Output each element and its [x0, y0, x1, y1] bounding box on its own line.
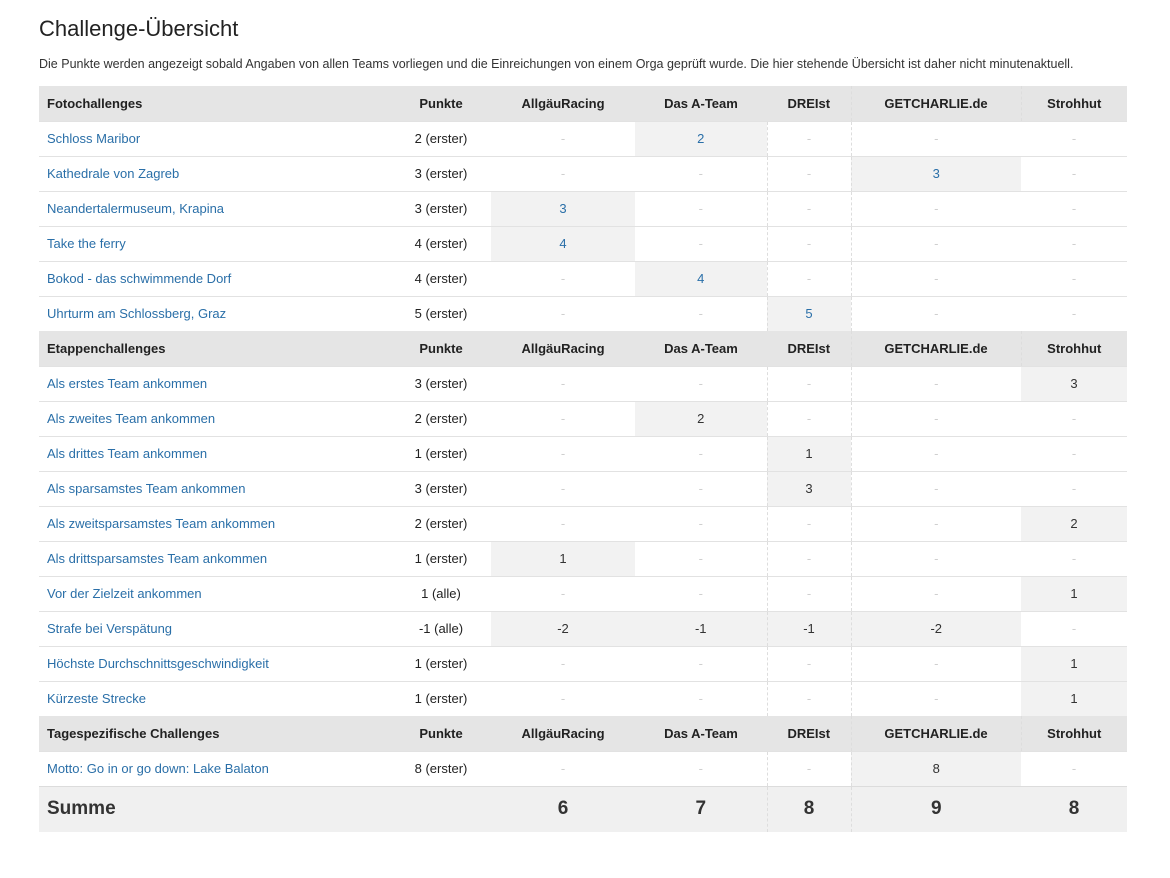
score-cell-getcharlie: - — [851, 506, 1021, 541]
score-cell-getcharlie: - — [851, 681, 1021, 716]
score-cell-dreist: - — [767, 226, 851, 261]
score-cell-strohhut: - — [1021, 541, 1127, 576]
challenge-link[interactable]: Neandertalermuseum, Krapina — [39, 191, 391, 226]
score-cell-strohhut: 2 — [1021, 506, 1127, 541]
table-row — [39, 541, 1127, 576]
score-cell-getcharlie: - — [851, 226, 1021, 261]
score-cell-allgaeuracing: - — [491, 121, 635, 156]
score-cell-strohhut: - — [1021, 401, 1127, 436]
score-cell-das-a-team: - — [635, 156, 767, 191]
score-cell-getcharlie: - — [851, 296, 1021, 331]
points-cell: -1 (alle) — [391, 611, 491, 646]
score-cell-strohhut: 1 — [1021, 576, 1127, 611]
column-header-allgaeuracing: AllgäuRacing — [491, 716, 635, 751]
table-row — [39, 751, 1127, 786]
table-row — [39, 401, 1127, 436]
score-cell-allgaeuracing: - — [491, 506, 635, 541]
score-cell-dreist: - — [767, 121, 851, 156]
table-row — [39, 506, 1127, 541]
score-cell-allgaeuracing: 1 — [491, 541, 635, 576]
score-cell-getcharlie[interactable]: 3 — [851, 156, 1021, 191]
table-row — [39, 576, 1127, 611]
column-header-dreist: DREIst — [767, 331, 851, 366]
sum-label: Summe — [39, 786, 391, 832]
score-cell-strohhut: - — [1021, 121, 1127, 156]
score-cell-strohhut: 1 — [1021, 646, 1127, 681]
table-row — [39, 471, 1127, 506]
points-cell: 8 (erster) — [391, 751, 491, 786]
score-cell-getcharlie: - — [851, 121, 1021, 156]
score-cell-das-a-team: - — [635, 471, 767, 506]
points-cell: 3 (erster) — [391, 191, 491, 226]
intro-text: Die Punkte werden angezeigt sobald Angaben von allen Teams vorliegen und die Einreichungen von einem Orga geprüft wurde. Die hier stehende Übersicht ist daher nicht minutenaktuell. — [39, 57, 1074, 71]
score-cell-allgaeuracing: - — [491, 156, 635, 191]
score-cell-das-a-team: -1 — [635, 611, 767, 646]
table-row — [39, 646, 1127, 681]
score-cell-getcharlie: - — [851, 471, 1021, 506]
score-cell-getcharlie: - — [851, 576, 1021, 611]
sum-strohhut: 8 — [1021, 786, 1127, 832]
sum-dreist: 8 — [767, 786, 851, 832]
column-header-getcharlie: GETCHARLIE.de — [851, 331, 1021, 366]
page-content — [39, 14, 1127, 832]
score-cell-allgaeuracing[interactable]: 3 — [491, 191, 635, 226]
score-cell-das-a-team: - — [635, 506, 767, 541]
column-header-allgaeuracing: AllgäuRacing — [491, 86, 635, 121]
score-cell-allgaeuracing: - — [491, 401, 635, 436]
score-cell-das-a-team: - — [635, 296, 767, 331]
score-cell-allgaeuracing: - — [491, 471, 635, 506]
column-header-strohhut: Strohhut — [1021, 716, 1127, 751]
score-cell-getcharlie: - — [851, 646, 1021, 681]
score-cell-dreist: - — [767, 156, 851, 191]
score-cell-strohhut: - — [1021, 471, 1127, 506]
challenge-link[interactable]: Strafe bei Verspätung — [39, 611, 391, 646]
score-cell-getcharlie: - — [851, 541, 1021, 576]
column-header-das-a-team: Das A-Team — [635, 331, 767, 366]
sum-row — [39, 786, 1127, 832]
challenge-link[interactable]: Motto: Go in or go down: Lake Balaton — [39, 751, 391, 786]
score-cell-getcharlie: - — [851, 191, 1021, 226]
score-cell-strohhut: - — [1021, 226, 1127, 261]
score-cell-dreist: - — [767, 751, 851, 786]
points-cell: 1 (alle) — [391, 576, 491, 611]
page-title: Challenge-Übersicht — [39, 16, 239, 41]
score-cell-allgaeuracing: -2 — [491, 611, 635, 646]
score-cell-dreist: - — [767, 681, 851, 716]
score-cell-dreist: - — [767, 366, 851, 401]
score-cell-das-a-team: - — [635, 191, 767, 226]
score-cell-getcharlie: 8 — [851, 751, 1021, 786]
score-cell-allgaeuracing: - — [491, 366, 635, 401]
column-header-getcharlie: GETCHARLIE.de — [851, 716, 1021, 751]
score-cell-das-a-team: - — [635, 366, 767, 401]
score-cell-strohhut: - — [1021, 296, 1127, 331]
challenge-link[interactable]: Als drittes Team ankommen — [39, 436, 391, 471]
score-cell-dreist: - — [767, 646, 851, 681]
points-cell: 4 (erster) — [391, 261, 491, 296]
challenge-link[interactable]: Uhrturm am Schlossberg, Graz — [39, 296, 391, 331]
score-cell-dreist: 1 — [767, 436, 851, 471]
score-cell-strohhut: - — [1021, 261, 1127, 296]
score-cell-allgaeuracing: - — [491, 436, 635, 471]
score-cell-strohhut: - — [1021, 611, 1127, 646]
column-header-points: Punkte — [391, 716, 491, 751]
score-cell-das-a-team: - — [635, 226, 767, 261]
score-cell-allgaeuracing[interactable]: 4 — [491, 226, 635, 261]
challenge-link[interactable]: Höchste Durchschnittsgeschwindigkeit — [39, 646, 391, 681]
section-header-row — [39, 716, 1127, 751]
score-cell-das-a-team[interactable]: 4 — [635, 261, 767, 296]
challenge-link[interactable]: Als zweitsparsamstes Team ankommen — [39, 506, 391, 541]
score-cell-dreist: - — [767, 541, 851, 576]
score-cell-dreist: - — [767, 261, 851, 296]
points-cell: 2 (erster) — [391, 401, 491, 436]
score-cell-das-a-team[interactable]: 2 — [635, 121, 767, 156]
score-cell-allgaeuracing: - — [491, 646, 635, 681]
column-header-getcharlie: GETCHARLIE.de — [851, 86, 1021, 121]
table-row — [39, 261, 1127, 296]
score-cell-allgaeuracing: - — [491, 681, 635, 716]
table-row — [39, 191, 1127, 226]
score-cell-getcharlie: - — [851, 261, 1021, 296]
score-cell-das-a-team: - — [635, 576, 767, 611]
challenge-link[interactable]: Kathedrale von Zagreb — [39, 156, 391, 191]
column-header-strohhut: Strohhut — [1021, 86, 1127, 121]
challenge-link[interactable]: Als zweites Team ankommen — [39, 401, 391, 436]
section-title: Tagespezifische Challenges — [39, 716, 391, 751]
score-cell-das-a-team: - — [635, 681, 767, 716]
challenge-table-body — [39, 86, 1127, 832]
points-cell: 2 (erster) — [391, 506, 491, 541]
column-header-allgaeuracing: AllgäuRacing — [491, 331, 635, 366]
score-cell-dreist: -1 — [767, 611, 851, 646]
score-cell-strohhut: 1 — [1021, 681, 1127, 716]
score-cell-dreist: 3 — [767, 471, 851, 506]
table-row — [39, 296, 1127, 331]
score-cell-das-a-team: - — [635, 541, 767, 576]
score-cell-strohhut: - — [1021, 436, 1127, 471]
challenge-link[interactable]: Vor der Zielzeit ankommen — [39, 576, 391, 611]
score-cell-getcharlie: - — [851, 401, 1021, 436]
score-cell-getcharlie: - — [851, 366, 1021, 401]
column-header-das-a-team: Das A-Team — [635, 86, 767, 121]
points-cell: 1 (erster) — [391, 681, 491, 716]
challenge-link[interactable]: Take the ferry — [39, 226, 391, 261]
score-cell-strohhut: - — [1021, 191, 1127, 226]
challenge-link[interactable]: Kürzeste Strecke — [39, 681, 391, 716]
points-cell: 2 (erster) — [391, 121, 491, 156]
column-header-dreist: DREIst — [767, 86, 851, 121]
score-cell-getcharlie: - — [851, 436, 1021, 471]
points-cell: 1 (erster) — [391, 541, 491, 576]
sum-points-empty — [391, 786, 491, 832]
score-cell-getcharlie: -2 — [851, 611, 1021, 646]
score-cell-dreist: - — [767, 401, 851, 436]
challenge-table — [39, 86, 1127, 832]
section-header-row — [39, 331, 1127, 366]
points-cell: 1 (erster) — [391, 646, 491, 681]
score-cell-das-a-team: - — [635, 751, 767, 786]
sum-das-a-team: 7 — [635, 786, 767, 832]
challenge-link[interactable]: Schloss Maribor — [39, 121, 391, 156]
column-header-strohhut: Strohhut — [1021, 331, 1127, 366]
table-row — [39, 366, 1127, 401]
score-cell-allgaeuracing: - — [491, 296, 635, 331]
points-cell: 5 (erster) — [391, 296, 491, 331]
table-row — [39, 226, 1127, 261]
table-row — [39, 156, 1127, 191]
column-header-das-a-team: Das A-Team — [635, 716, 767, 751]
table-row — [39, 681, 1127, 716]
sum-getcharlie: 9 — [851, 786, 1021, 832]
score-cell-dreist: - — [767, 576, 851, 611]
score-cell-allgaeuracing: - — [491, 576, 635, 611]
score-cell-strohhut: 3 — [1021, 366, 1127, 401]
challenge-link[interactable]: Als drittsparsamstes Team ankommen — [39, 541, 391, 576]
challenge-link[interactable]: Bokod - das schwimmende Dorf — [39, 261, 391, 296]
section-title: Fotochallenges — [39, 86, 391, 121]
challenge-link[interactable]: Als sparsamstes Team ankommen — [39, 471, 391, 506]
score-cell-das-a-team: - — [635, 646, 767, 681]
score-cell-das-a-team: 2 — [635, 401, 767, 436]
points-cell: 1 (erster) — [391, 436, 491, 471]
score-cell-dreist: - — [767, 191, 851, 226]
section-header-row — [39, 86, 1127, 121]
score-cell-das-a-team: - — [635, 436, 767, 471]
score-cell-dreist[interactable]: 5 — [767, 296, 851, 331]
column-header-points: Punkte — [391, 331, 491, 366]
score-cell-strohhut: - — [1021, 156, 1127, 191]
sum-allgaeuracing: 6 — [491, 786, 635, 832]
challenge-link[interactable]: Als erstes Team ankommen — [39, 366, 391, 401]
column-header-dreist: DREIst — [767, 716, 851, 751]
score-cell-strohhut: - — [1021, 751, 1127, 786]
score-cell-allgaeuracing: - — [491, 751, 635, 786]
points-cell: 3 (erster) — [391, 471, 491, 506]
section-title: Etappenchallenges — [39, 331, 391, 366]
score-cell-dreist: - — [767, 506, 851, 541]
points-cell: 3 (erster) — [391, 366, 491, 401]
points-cell: 3 (erster) — [391, 156, 491, 191]
table-row — [39, 436, 1127, 471]
points-cell: 4 (erster) — [391, 226, 491, 261]
table-row — [39, 611, 1127, 646]
table-row — [39, 121, 1127, 156]
column-header-points: Punkte — [391, 86, 491, 121]
score-cell-allgaeuracing: - — [491, 261, 635, 296]
